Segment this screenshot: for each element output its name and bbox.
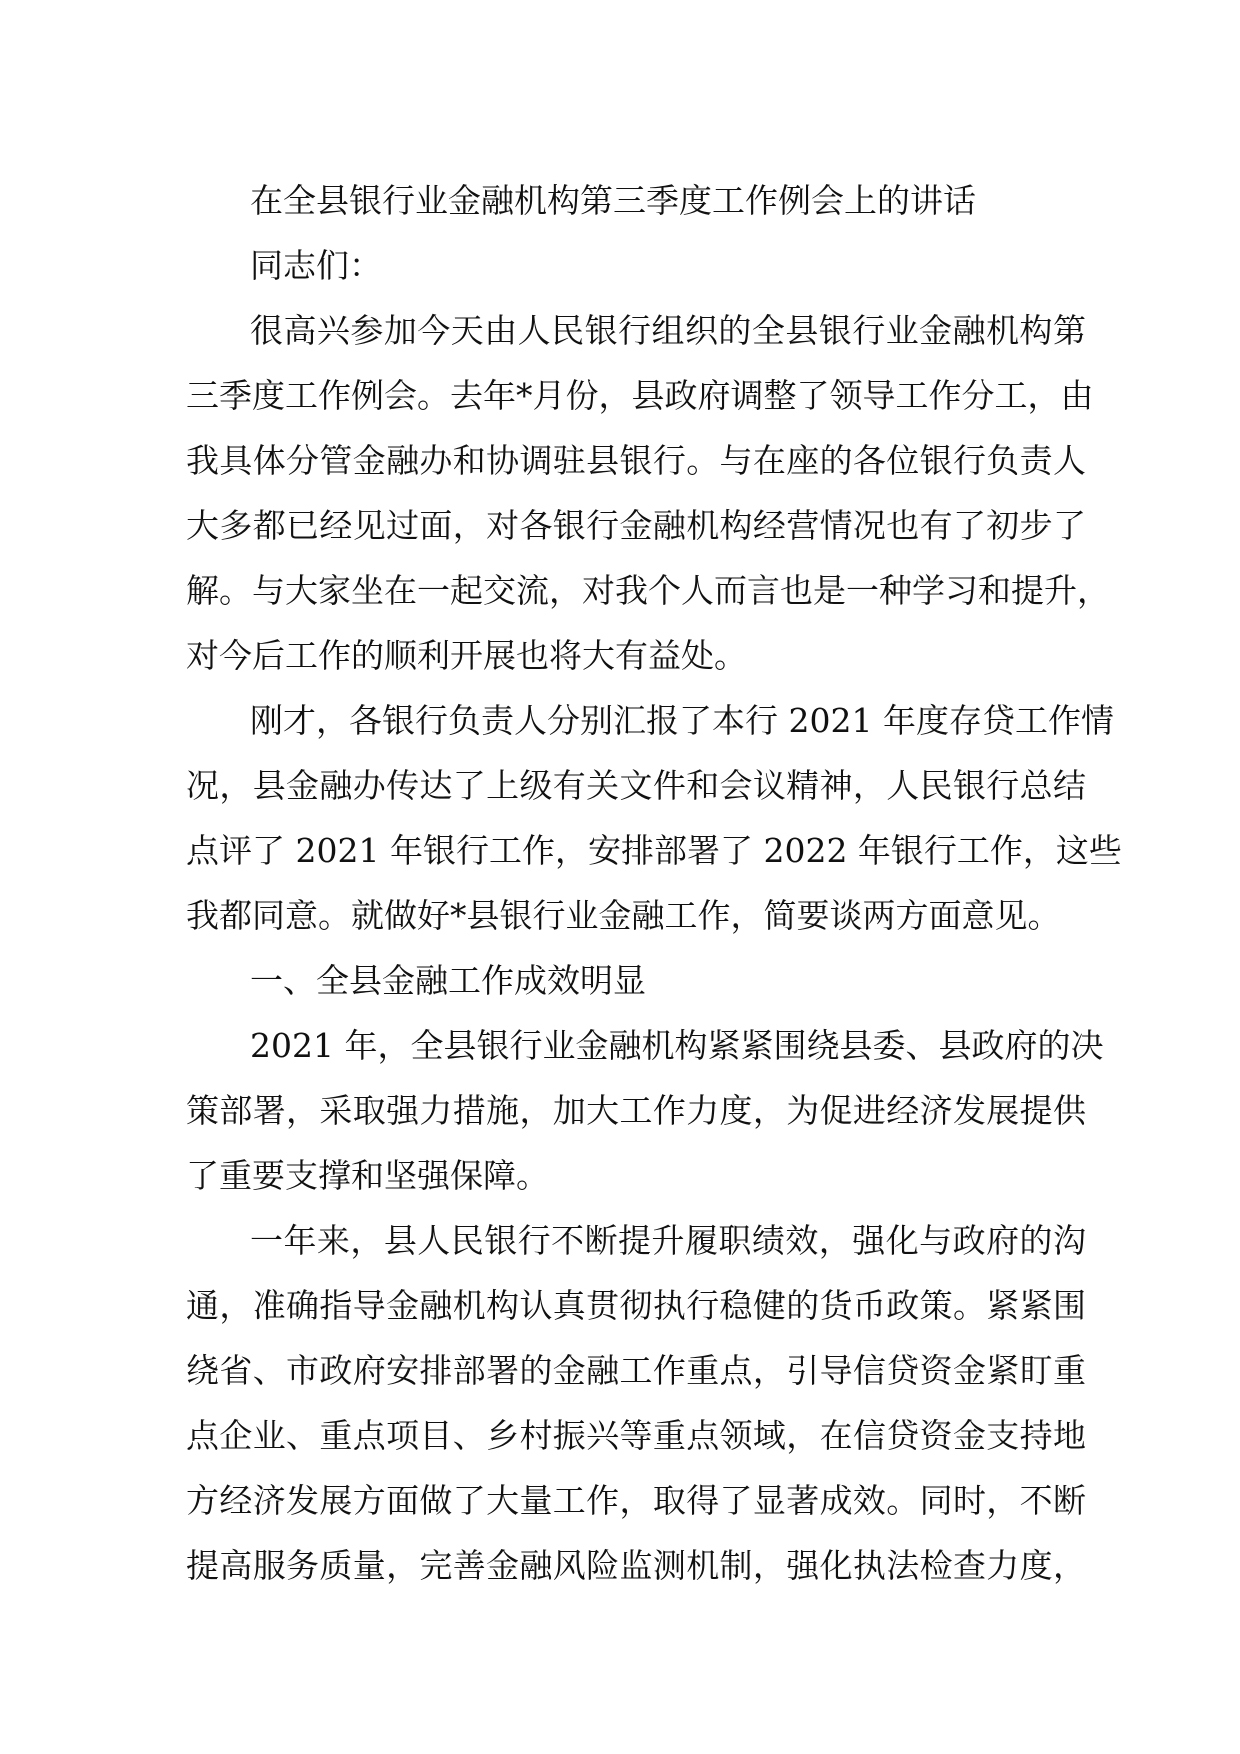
paragraph-line: 况，县金融办传达了上级有关文件和会议精神，人民银行总结 <box>186 766 1086 805</box>
paragraph-4 <box>186 1208 1086 1598</box>
salutation: 同志们： <box>250 246 382 285</box>
paragraph-1 <box>186 298 1110 688</box>
paragraph-line: 点评了 2021 年银行工作，安排部署了 2022 年银行工作，这些 <box>186 831 1122 870</box>
paragraph-line: 刚才，各银行负责人分别汇报了本行 2021 年度存贷工作情 <box>250 701 1114 740</box>
paragraph-line: 策部署，采取强力措施，加大工作力度，为促进经济发展提供 <box>186 1091 1086 1130</box>
section-heading: 一、全县金融工作成效明显 <box>250 961 646 1000</box>
paragraph-line: 我具体分管金融办和协调驻县银行。与在座的各位银行负责人 <box>186 441 1086 480</box>
paragraph-2 <box>186 688 1122 948</box>
paragraph-line: 2021 年，全县银行业金融机构紧紧围绕县委、县政府的决 <box>250 1026 1104 1065</box>
paragraph-line: 方经济发展方面做了大量工作，取得了显著成效。同时，不断 <box>186 1481 1086 1520</box>
paragraph-line: 很高兴参加今天由人民银行组织的全县银行业金融机构第 <box>250 311 1086 350</box>
paragraph-line: 点企业、重点项目、乡村振兴等重点领域，在信贷资金支持地 <box>186 1416 1086 1455</box>
document-body <box>186 168 1122 1598</box>
paragraph-line: 解。与大家坐在一起交流，对我个人而言也是一种学习和提升， <box>186 571 1110 610</box>
paragraph-3 <box>186 1013 1104 1208</box>
paragraph-line: 绕省、市政府安排部署的金融工作重点，引导信贷资金紧盯重 <box>186 1351 1086 1390</box>
paragraph-line: 一年来，县人民银行不断提升履职绩效，强化与政府的沟 <box>250 1221 1086 1260</box>
paragraph-line: 对今后工作的顺利开展也将大有益处。 <box>186 636 747 675</box>
paragraph-line: 通，准确指导金融机构认真贯彻执行稳健的货币政策。紧紧围 <box>186 1286 1086 1325</box>
paragraph-line: 我都同意。就做好*县银行业金融工作，简要谈两方面意见。 <box>186 896 1061 935</box>
paragraph-line: 提高服务质量，完善金融风险监测机制，强化执法检查力度， <box>186 1546 1086 1585</box>
paragraph-line: 了重要支撑和坚强保障。 <box>186 1156 549 1195</box>
paragraph-line: 三季度工作例会。去年*月份，县政府调整了领导工作分工，由 <box>186 376 1094 415</box>
document-title: 在全县银行业金融机构第三季度工作例会上的讲话 <box>250 181 976 220</box>
paragraph-line: 大多都已经见过面，对各银行金融机构经营情况也有了初步了 <box>186 506 1086 545</box>
